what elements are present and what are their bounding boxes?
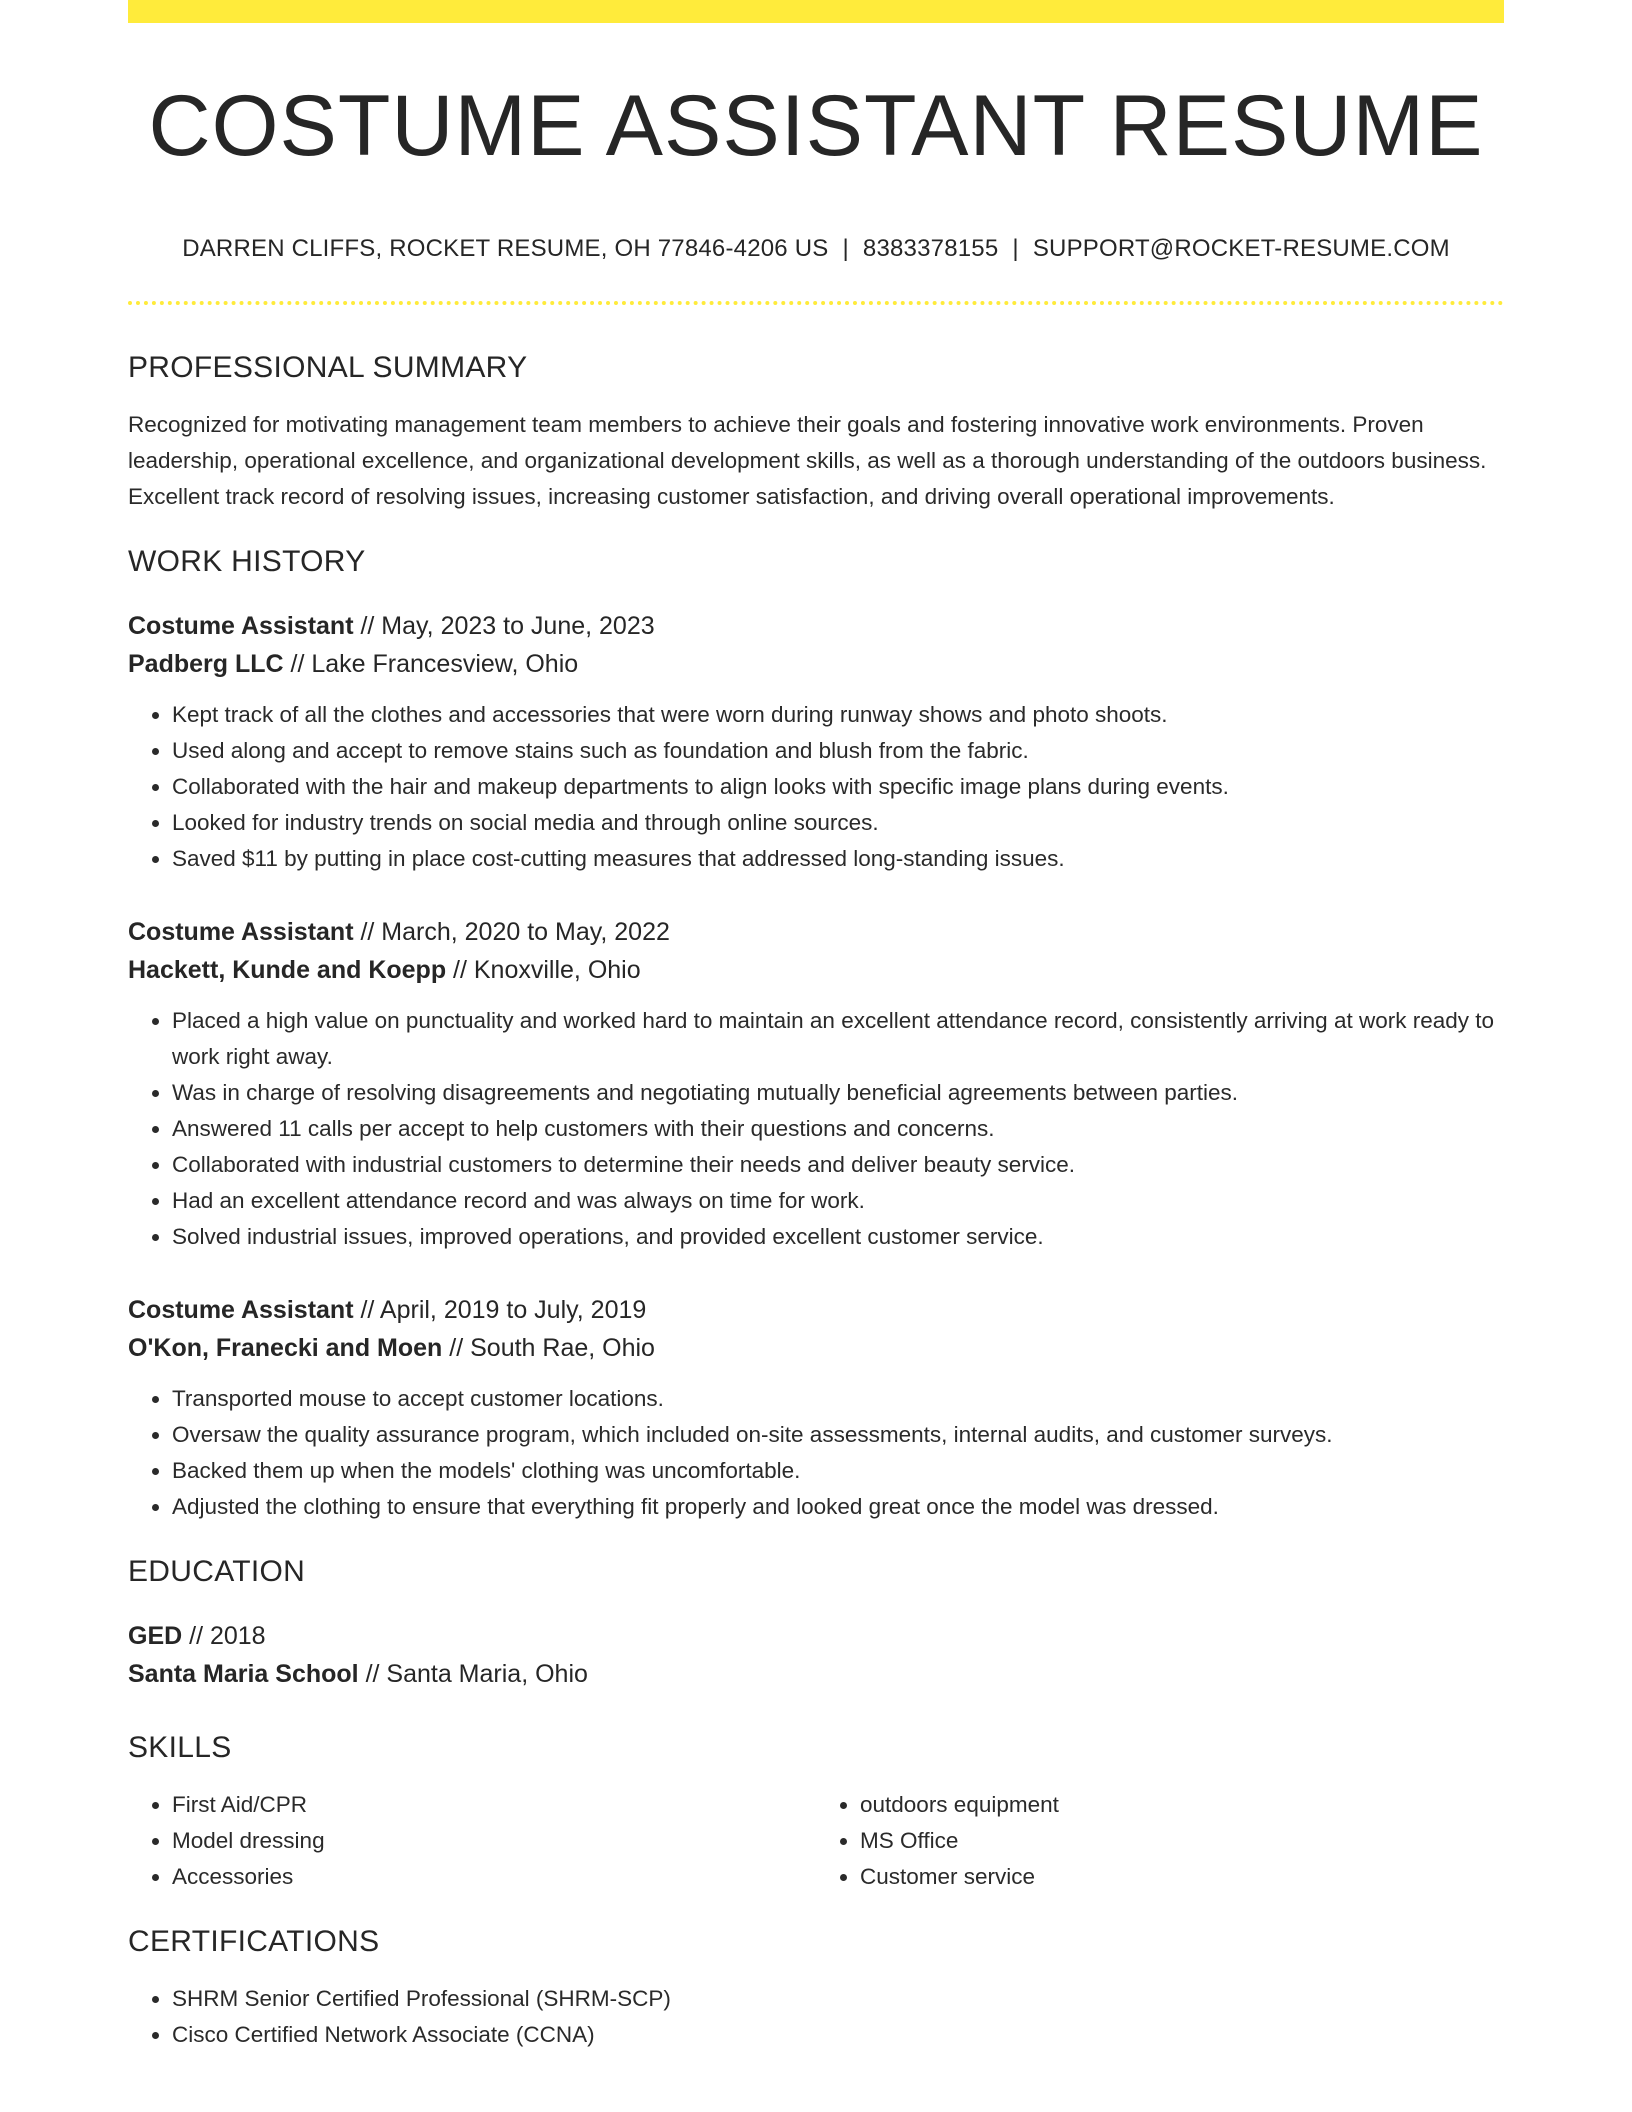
skill-item: • Accessories — [172, 1859, 816, 1895]
job-location: // South Rae, Ohio — [442, 1334, 655, 1362]
job-bullet: • Transported mouse to accept customer locations. — [172, 1381, 1504, 1417]
skill-item: • MS Office — [860, 1823, 1504, 1859]
summary-text: Recognized for motivating management team members to achieve their goals and fostering innovative work environments. Proven leadership, operational excellence, and organizational development skills, as well as a thorough understanding of the outdoors business. Excellent track record of resolving issues, increasing customer satisfaction, and driving overall operational improvements. — [128, 412, 1487, 509]
job-bullet: • Used along and accept to remove stains such as foundation and blush from the fabric. — [172, 733, 1504, 769]
job-bullet: • Collaborated with the hair and makeup departments to align looks with specific image plans during events. — [172, 769, 1504, 805]
skill-item: • Model dressing — [172, 1823, 816, 1859]
job-entry — [128, 1291, 1504, 1525]
certification-item: • SHRM Senior Certified Professional (SHRM-SCP) — [172, 1981, 1504, 2017]
job-bullet: • Answered 11 calls per accept to help customers with their questions and concerns. — [172, 1111, 1504, 1147]
dotted-divider — [128, 301, 1504, 305]
education-entry — [128, 1617, 1504, 1693]
job-bullet: • Looked for industry trends on social media and through online sources. — [172, 805, 1504, 841]
skills-list-left — [128, 1787, 816, 1895]
contact-line — [128, 235, 1504, 263]
job-company: O'Kon, Franecki and Moen — [128, 1334, 443, 1362]
job-bullet: • Backed them up when the models' clothing was uncomfortable. — [172, 1453, 1504, 1489]
job-bullet: • Solved industrial issues, improved operations, and provided excellent customer service. — [172, 1219, 1504, 1255]
contact-separator: | — [1012, 235, 1019, 262]
job-company: Hackett, Kunde and Koepp — [128, 956, 447, 984]
education-school: Santa Maria School — [128, 1660, 359, 1688]
certification-item: • Cisco Certified Network Associate (CCNA) — [172, 2017, 1504, 2053]
education-degree: GED — [128, 1622, 183, 1650]
job-dates: // April, 2019 to July, 2019 — [353, 1296, 647, 1324]
job-company-line — [128, 951, 1504, 989]
education-degree-line — [128, 1617, 1504, 1655]
job-title-line — [128, 913, 1504, 951]
job-location: // Lake Francesview, Ohio — [283, 650, 579, 678]
job-bullets — [128, 697, 1504, 877]
job-dates: // May, 2023 to June, 2023 — [353, 612, 655, 640]
skills-heading: SKILLS — [128, 1731, 232, 1764]
job-title-line — [128, 1291, 1504, 1329]
job-title-line — [128, 607, 1504, 645]
skill-item: • Customer service — [860, 1859, 1504, 1895]
skills-grid — [128, 1787, 1504, 1895]
education-school-line — [128, 1655, 1504, 1693]
skills-list-right — [816, 1787, 1504, 1895]
certifications-heading: CERTIFICATIONS — [128, 1925, 380, 1958]
contact-email: SUPPORT@ROCKET-RESUME.COM — [1032, 235, 1450, 262]
work-history-heading: WORK HISTORY — [128, 545, 366, 578]
job-bullet: • Oversaw the quality assurance program, which included on-site assessments, internal audits, and customer surveys. — [172, 1417, 1504, 1453]
job-bullet: • Collaborated with industrial customers to determine their needs and deliver beauty service. — [172, 1147, 1504, 1183]
contact-address: DARREN CLIFFS, ROCKET RESUME, OH 77846-4206 US — [182, 235, 829, 262]
job-bullet: • Saved $11 by putting in place cost-cutting measures that addressed long-standing issues. — [172, 841, 1504, 877]
certifications-list — [128, 1981, 1504, 2053]
job-entry — [128, 607, 1504, 877]
skill-item: • First Aid/CPR — [172, 1787, 816, 1823]
resume-title: COSTUME ASSISTANT RESUME — [148, 78, 1484, 174]
job-bullet: • Was in charge of resolving disagreements and negotiating mutually beneficial agreements between parties. — [172, 1075, 1504, 1111]
contact-separator: | — [842, 235, 849, 262]
education-year: // 2018 — [182, 1622, 266, 1650]
job-title: Costume Assistant — [128, 918, 354, 946]
job-bullet: • Had an excellent attendance record and was always on time for work. — [172, 1183, 1504, 1219]
contact-phone: 8383378155 — [862, 235, 999, 262]
job-company-line — [128, 645, 1504, 683]
job-bullet: • Kept track of all the clothes and accessories that were worn during runway shows and photo shoots. — [172, 697, 1504, 733]
job-bullet: • Adjusted the clothing to ensure that everything fit properly and looked great once the model was dressed. — [172, 1489, 1504, 1525]
education-heading: EDUCATION — [128, 1555, 306, 1588]
job-company: Padberg LLC — [128, 650, 284, 678]
job-bullets — [128, 1381, 1504, 1525]
skill-item: • outdoors equipment — [860, 1787, 1504, 1823]
top-accent-bar — [128, 0, 1504, 23]
summary-heading: PROFESSIONAL SUMMARY — [128, 351, 528, 384]
job-title: Costume Assistant — [128, 612, 354, 640]
job-bullet: • Placed a high value on punctuality and worked hard to maintain an excellent attendance record, consistently arriving at work ready to work right away. — [172, 1003, 1504, 1075]
job-company-line — [128, 1329, 1504, 1367]
job-bullets — [128, 1003, 1504, 1255]
education-location: // Santa Maria, Ohio — [358, 1660, 588, 1688]
job-dates: // March, 2020 to May, 2022 — [353, 918, 670, 946]
job-entry — [128, 913, 1504, 1255]
job-location: // Knoxville, Ohio — [446, 956, 641, 984]
resume-page — [128, 0, 1504, 2053]
job-title: Costume Assistant — [128, 1296, 354, 1324]
